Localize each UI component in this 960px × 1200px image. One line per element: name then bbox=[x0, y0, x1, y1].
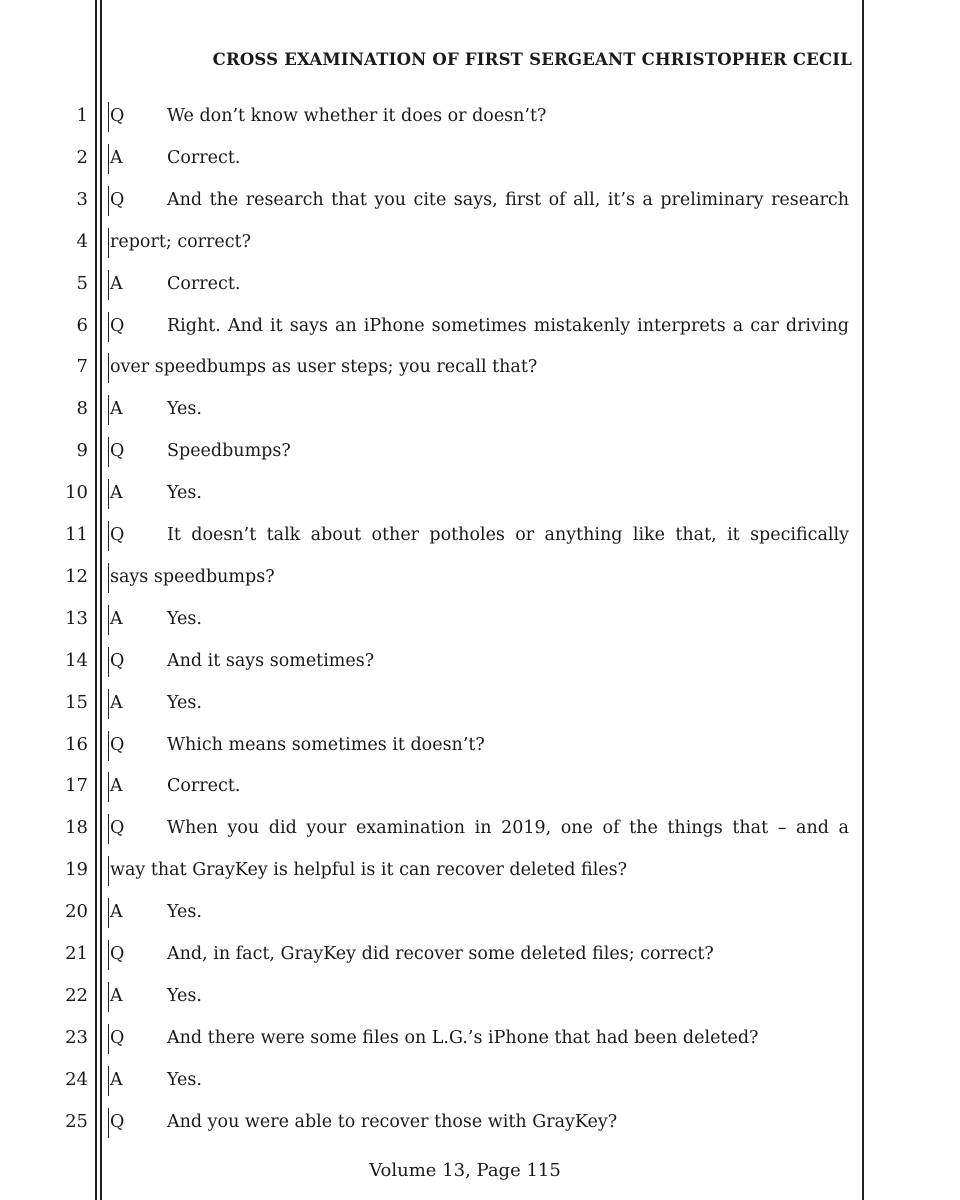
page-title: CROSS EXAMINATION OF FIRST SERGEANT CHRISTOPHER CECIL bbox=[212, 50, 852, 69]
line-bracket bbox=[101, 647, 109, 677]
line-number: 22 bbox=[65, 984, 88, 1006]
line-text: We don’t know whether it does or doesn’t? bbox=[167, 106, 547, 126]
line-bracket bbox=[101, 605, 109, 635]
line-bracket bbox=[101, 144, 109, 174]
line-number: 5 bbox=[76, 272, 88, 294]
speaker-label: A bbox=[110, 608, 123, 629]
transcript-line bbox=[0, 808, 960, 850]
line-bracket bbox=[101, 982, 109, 1012]
line-bracket bbox=[101, 479, 109, 509]
line-bracket bbox=[101, 102, 109, 132]
speaker-label: Q bbox=[110, 1111, 125, 1132]
speaker-label: A bbox=[110, 273, 123, 294]
line-text: Which means sometimes it doesn’t? bbox=[167, 734, 485, 755]
transcript-line bbox=[0, 976, 960, 1018]
line-number: 19 bbox=[65, 859, 88, 881]
line-bracket bbox=[101, 814, 109, 844]
speaker-label: A bbox=[110, 692, 123, 713]
line-number: 11 bbox=[65, 524, 88, 545]
line-text: And it says sometimes? bbox=[167, 650, 375, 671]
speaker-label: Q bbox=[110, 315, 125, 336]
line-bracket bbox=[101, 437, 109, 467]
speaker-label: A bbox=[110, 399, 123, 420]
line-number: 14 bbox=[65, 649, 88, 671]
speaker-label: Q bbox=[110, 525, 125, 545]
line-text: And there were some files on L.G.’s iPhone that had been deleted? bbox=[167, 1027, 759, 1048]
line-number: 13 bbox=[65, 607, 88, 629]
line-number: 16 bbox=[65, 733, 88, 755]
line-number: 24 bbox=[65, 1068, 88, 1090]
line-text: And the research that you cite says, first of all, it’s a preliminary research bbox=[167, 189, 849, 210]
line-number: 25 bbox=[65, 1110, 88, 1132]
speaker-label: Q bbox=[110, 650, 125, 671]
line-bracket bbox=[101, 1024, 109, 1054]
line-text-continued: over speedbumps as user steps; you recall that? bbox=[110, 357, 538, 378]
transcript-line bbox=[0, 347, 960, 389]
line-number: 7 bbox=[76, 356, 88, 378]
transcript-line bbox=[0, 1102, 960, 1144]
speaker-label: Q bbox=[110, 1027, 125, 1048]
speaker-label: A bbox=[110, 902, 123, 923]
transcript-line bbox=[0, 557, 960, 599]
line-number: 9 bbox=[76, 440, 88, 462]
line-number: 10 bbox=[65, 482, 88, 504]
line-bracket bbox=[101, 689, 109, 719]
transcript-line bbox=[0, 850, 960, 892]
line-text: Correct. bbox=[167, 273, 241, 294]
transcript-line bbox=[0, 934, 960, 976]
line-number: 8 bbox=[76, 398, 88, 420]
speaker-label: A bbox=[110, 985, 123, 1006]
transcript-line bbox=[0, 515, 960, 557]
speaker-label: Q bbox=[110, 734, 125, 755]
transcript-line bbox=[0, 306, 960, 348]
line-bracket bbox=[101, 940, 109, 970]
line-text: Yes. bbox=[167, 985, 202, 1006]
line-number: 20 bbox=[65, 901, 88, 923]
line-number: 17 bbox=[65, 775, 88, 797]
line-bracket bbox=[101, 312, 109, 342]
speaker-label: A bbox=[110, 483, 123, 504]
line-number: 18 bbox=[65, 817, 88, 839]
line-bracket bbox=[101, 353, 109, 383]
transcript-line bbox=[0, 892, 960, 934]
transcript-line bbox=[0, 641, 960, 683]
speaker-label: A bbox=[110, 1069, 123, 1090]
line-text: Yes. bbox=[167, 902, 202, 923]
speaker-label: Q bbox=[110, 441, 125, 462]
speaker-label: A bbox=[110, 147, 123, 168]
line-bracket bbox=[101, 563, 109, 593]
line-text-continued: way that GrayKey is helpful is it can recover deleted files? bbox=[110, 860, 628, 881]
transcript-line bbox=[0, 138, 960, 180]
transcript-line bbox=[0, 431, 960, 473]
line-text-continued: report; correct? bbox=[110, 231, 251, 252]
line-number: 4 bbox=[76, 230, 88, 252]
transcript-line bbox=[0, 96, 960, 138]
line-text: And, in fact, GrayKey did recover some deleted files; correct? bbox=[167, 944, 714, 964]
line-text: Yes. bbox=[167, 692, 202, 713]
speaker-label: Q bbox=[110, 189, 125, 210]
line-number: 21 bbox=[65, 943, 88, 964]
line-bracket bbox=[101, 772, 109, 802]
line-bracket bbox=[101, 186, 109, 216]
line-bracket bbox=[101, 1066, 109, 1096]
page-footer: Volume 13, Page 115 bbox=[369, 1160, 561, 1181]
line-number: 23 bbox=[65, 1026, 88, 1048]
line-text: When you did your examination in 2019, one of the things that – and a bbox=[167, 818, 849, 839]
speaker-label: Q bbox=[110, 944, 125, 964]
line-bracket bbox=[101, 856, 109, 886]
line-text: Correct. bbox=[167, 147, 241, 168]
line-text: And you were able to recover those with GrayKey? bbox=[167, 1111, 618, 1132]
transcript-line bbox=[0, 1018, 960, 1060]
transcript-line bbox=[0, 264, 960, 306]
line-bracket bbox=[101, 521, 109, 551]
transcript-line bbox=[0, 725, 960, 767]
line-bracket bbox=[101, 898, 109, 928]
line-text: Speedbumps? bbox=[167, 441, 291, 462]
line-number: 3 bbox=[76, 188, 88, 210]
line-text: Right. And it says an iPhone sometimes mistakenly interprets a car driving bbox=[167, 315, 849, 336]
transcript-line bbox=[0, 1060, 960, 1102]
line-text: It doesn’t talk about other potholes or anything like that, it specifically bbox=[167, 525, 849, 545]
line-text-continued: says speedbumps? bbox=[110, 566, 275, 587]
transcript-line bbox=[0, 222, 960, 264]
line-number: 2 bbox=[76, 146, 88, 168]
line-number: 1 bbox=[76, 105, 88, 126]
transcript-line bbox=[0, 683, 960, 725]
line-text: Yes. bbox=[167, 1069, 202, 1090]
transcript-line bbox=[0, 599, 960, 641]
speaker-label: A bbox=[110, 776, 123, 797]
transcript-line bbox=[0, 766, 960, 808]
line-text: Yes. bbox=[167, 399, 202, 420]
line-bracket bbox=[101, 395, 109, 425]
line-bracket bbox=[101, 1108, 109, 1138]
line-number: 15 bbox=[65, 691, 88, 713]
line-bracket bbox=[101, 228, 109, 258]
line-text: Yes. bbox=[167, 483, 202, 504]
line-bracket bbox=[101, 731, 109, 761]
transcript-line bbox=[0, 473, 960, 515]
transcript-line bbox=[0, 180, 960, 222]
line-text: Correct. bbox=[167, 776, 241, 797]
transcript-line bbox=[0, 389, 960, 431]
line-text: Yes. bbox=[167, 608, 202, 629]
line-number: 12 bbox=[65, 565, 88, 587]
speaker-label: Q bbox=[110, 818, 125, 839]
line-number: 6 bbox=[76, 314, 88, 336]
line-bracket bbox=[101, 270, 109, 300]
speaker-label: Q bbox=[110, 106, 125, 126]
